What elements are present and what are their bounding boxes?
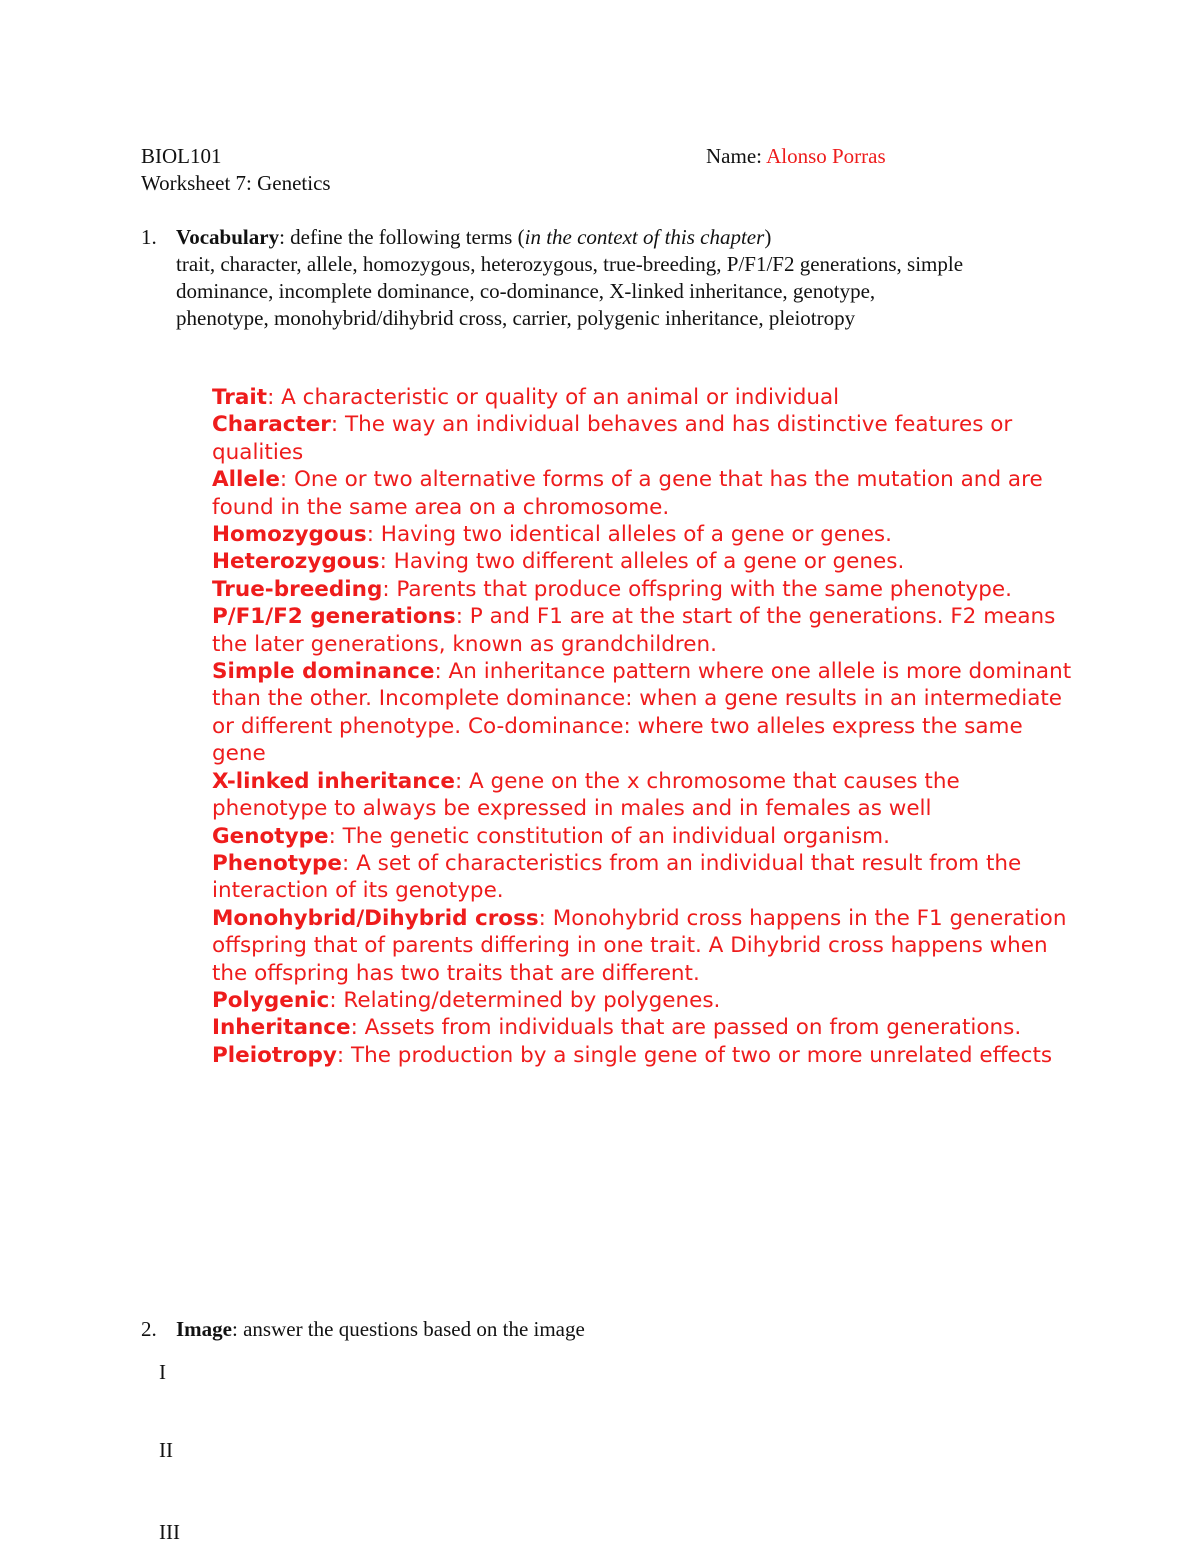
definition-item	[212, 521, 1072, 548]
name-label: Name:	[706, 144, 767, 168]
definition-text: : An inheritance pattern where one allele is more dominant than the other. Incomplete dominance: when a gene results in an intermediate or different phenotype. Co-dominance: where two alleles express the same gene	[212, 659, 1072, 767]
question-2-prompt: Image: answer the questions based on the image	[176, 1317, 585, 1341]
definition-text: : Monohybrid cross happens in the F1 generation offspring that of parents differing in one trait. A Dihybrid cross happens when the offspring has two traits that are different.	[212, 905, 1067, 986]
definition-text: : A characteristic or quality of an animal or individual	[267, 385, 840, 410]
definition-term: Inheritance	[212, 1015, 351, 1041]
definition-text: : Having two different alleles of a gene or genes.	[379, 549, 905, 575]
definition-term: Monohybrid/Dihybrid cross	[212, 905, 539, 931]
definition-item	[212, 823, 1072, 850]
definition-term: X-linked inheritance	[212, 768, 455, 794]
definition-term: Allele	[212, 467, 280, 493]
definition-text: : A set of characteristics from an individual that result from the interaction of its genotype.	[212, 850, 1022, 904]
definition-term: Heterozygous	[212, 549, 380, 575]
question-2-number: 2.	[141, 1317, 157, 1341]
definition-term: P/F1/F2 generations	[212, 604, 456, 630]
question-1	[176, 224, 1076, 332]
student-name	[706, 143, 886, 170]
question-1-number: 1.	[141, 225, 157, 249]
name-value: Alonso Porras	[766, 144, 886, 168]
question-2-title: Image	[176, 1317, 232, 1341]
definition-text: : Parents that produce offspring with the same phenotype.	[382, 576, 1012, 602]
roman-label: I	[159, 1360, 166, 1384]
definition-term: Pleiotropy	[212, 1042, 337, 1068]
definition-term: Genotype	[212, 823, 329, 849]
roman-label: II	[159, 1438, 173, 1462]
definition-term: Homozygous	[212, 522, 367, 548]
definition-item	[212, 987, 1072, 1014]
question-1-prompt: Vocabulary: define the following terms (in the context of this chapter)	[176, 225, 772, 249]
definition-text: : Relating/determined by polygenes.	[329, 987, 721, 1013]
definition-item	[212, 1042, 1072, 1069]
definition-item	[212, 548, 1072, 575]
definition-item	[212, 905, 1072, 987]
definition-item	[212, 850, 1072, 905]
definition-text: : One or two alternative forms of a gene that has the mutation and are found in the same area on a chromosome.	[212, 467, 1043, 520]
roman-label: III	[159, 1520, 180, 1544]
terms-line: phenotype, monohybrid/dihybrid cross, carrier, polygenic inheritance, pleiotropy	[176, 306, 856, 330]
definition-term: Character	[212, 412, 331, 438]
definition-term: True-breeding	[212, 576, 383, 602]
definition-text: : Assets from individuals that are passed on from generations.	[350, 1015, 1022, 1041]
definition-text: : The way an individual behaves and has distinctive features or qualities	[212, 412, 1013, 465]
definition-term: Polygenic	[212, 987, 330, 1013]
question-1-title: Vocabulary	[176, 225, 280, 249]
definition-item	[212, 603, 1072, 658]
definition-text: : A gene on the x chromosome that causes the phenotype to always be expressed in males and in females as well	[212, 768, 960, 822]
definition-item	[212, 466, 1072, 521]
definition-text: : The genetic constitution of an individual organism.	[328, 823, 890, 849]
definition-item	[212, 384, 1072, 411]
definition-item	[212, 411, 1072, 466]
definition-text: : The production by a single gene of two or more unrelated effects	[336, 1042, 1053, 1068]
terms-line: trait, character, allele, homozygous, heterozygous, true-breeding, P/F1/F2 generations, simple	[176, 252, 964, 276]
definition-term: Phenotype	[212, 850, 342, 876]
definitions-list	[212, 384, 1072, 1069]
worksheet-title: Worksheet 7: Genetics	[141, 171, 331, 195]
definition-item	[212, 1014, 1072, 1041]
definition-term: Trait	[212, 385, 268, 410]
definition-text: : Having two identical alleles of a gene or genes.	[366, 522, 892, 548]
course-code: BIOL101	[141, 144, 222, 168]
terms-line: dominance, incomplete dominance, co-dominance, X-linked inheritance, genotype,	[176, 279, 876, 303]
definition-term: Simple dominance	[212, 659, 435, 685]
definition-text: : P and F1 are at the start of the generations. F2 means the later generations, known as grandchildren.	[212, 604, 1056, 657]
definition-item	[212, 576, 1072, 603]
definition-item	[212, 768, 1072, 823]
definition-item	[212, 658, 1072, 768]
